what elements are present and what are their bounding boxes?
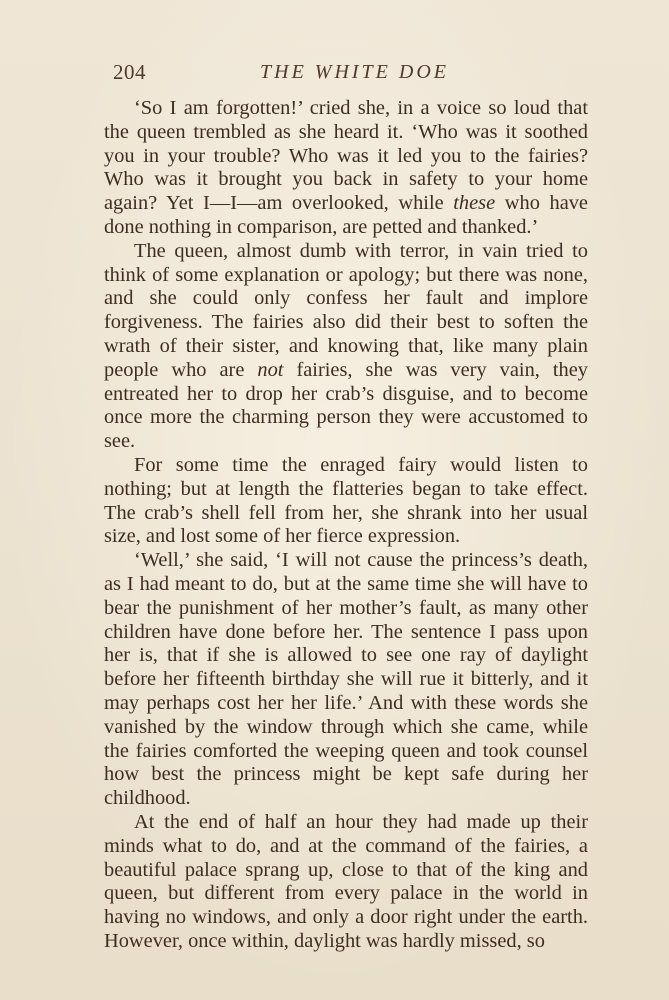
paragraph-5-text: At the end of half an hour they had made up their minds what to do, and at the command of the fairies, a beautiful palace sprang up, close to that of the king and queen, but different from every palace in the world in having no windows, and only a door right under the earth. However, once within, daylight was hardly missed, so bbox=[104, 810, 588, 952]
paragraph-2-italic-not: not bbox=[257, 358, 284, 381]
paragraph-3 bbox=[104, 454, 588, 549]
paragraph-2-text-a: The queen, almost dumb with terror, in vain tried to think of some explanation or apology; but there was none, and she could only confess her fault and implore forgiveness. The fairies also did their best to soften the wrath of their sister, and knowing that, like many plain people who are bbox=[104, 239, 588, 381]
paragraph-4 bbox=[104, 549, 588, 811]
page-number: 204 bbox=[113, 60, 146, 84]
paragraph-2 bbox=[104, 240, 588, 454]
paragraph-3-text: For some time the enraged fairy would listen to nothing; but at length the flatteries began to take effect. The crab’s shell fell from her, she shrank into her usual size, and lost some of her fierce expression. bbox=[104, 453, 588, 548]
paragraph-2-text-b: fairies, she was very vain, they entreated her to drop her crab’s disguise, and to become once more the charming person they were accustomed to see. bbox=[104, 358, 588, 453]
book-title: THE WHITE DOE bbox=[260, 61, 449, 83]
paragraph-5 bbox=[104, 811, 588, 954]
paragraph-1-text-a: ‘So I am forgotten!’ cried she, in a voice so loud that the queen trembled as she heard it. ‘Who was it soothed you in your trouble? Who was it led you to the fairies? Who was it brought you back in safety to your home again? Yet I—I—am overlooked, while bbox=[104, 97, 588, 215]
paragraph-1-text-b: who have done nothing in comparison, are petted and thanked.’ bbox=[104, 192, 588, 238]
running-head bbox=[113, 58, 591, 88]
paragraph-1-italic-these: these bbox=[453, 192, 496, 215]
paragraph-1 bbox=[104, 97, 588, 240]
paragraph-4-text: ‘Well,’ she said, ‘I will not cause the princess’s death, as I had meant to do, but at the same time she will have to bear the punishment of her mother’s fault, as many other children have done before her. The sentence I pass upon her is, that if she is allowed to see one ray of daylight before her fifteenth birthday she will rue it bitterly, and it may perhaps cost her her life.’ And with these words she vanished by the window through which she came, while the fairies comforted the weeping queen and took counsel how best the princess might be kept safe during her childhood. bbox=[104, 549, 588, 810]
body-text bbox=[104, 97, 588, 954]
